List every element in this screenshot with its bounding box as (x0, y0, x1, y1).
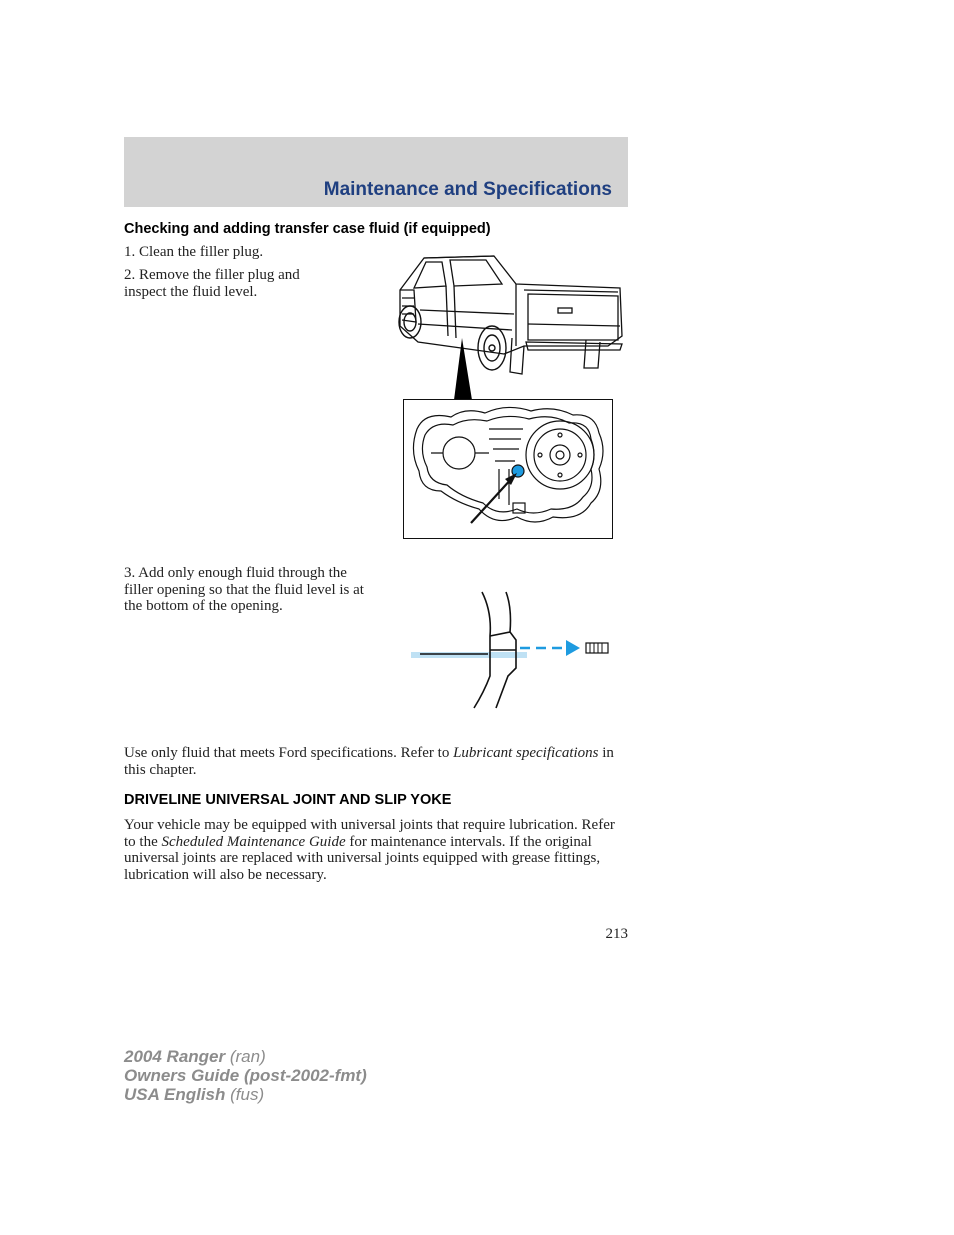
driveline-text: Your vehicle may be equipped with universal joints that require lubrication. Refer to the (124, 817, 615, 850)
transfer-case-detail (403, 399, 613, 539)
footer-language-code: (fus) (225, 1085, 265, 1104)
fluid-note (124, 745, 614, 778)
driveline-reference: Scheduled Maintenance Guide (161, 833, 346, 850)
header-band (124, 137, 628, 207)
page-number: 213 (605, 926, 628, 942)
page-title: Maintenance and Specifications (323, 179, 612, 200)
footer-language: USA English (124, 1085, 226, 1104)
fluid-level-illustration (408, 588, 610, 712)
footer-line-2: Owners Guide (post-2002-fmt) (124, 1066, 367, 1085)
footer-line-3 (124, 1085, 367, 1104)
step-1: 1. Clean the filler plug. (124, 244, 264, 260)
footer-line-1 (124, 1047, 367, 1066)
driveline-text-end: for maintenance intervals. If the original universal joints are replaced with universal joints equipped with grease fittings, lubrication will also be necessary. (124, 833, 601, 883)
fluid-note-text: Use only fluid that meets Ford specifications. Refer to (124, 745, 454, 761)
section-heading-transfer-case: Checking and adding transfer case fluid (if equipped) (124, 221, 491, 237)
driveline-paragraph (124, 817, 619, 883)
footer-model-code: (ran) (225, 1047, 266, 1066)
footer-info (124, 1047, 367, 1104)
step-2: 2. Remove the filler plug and inspect the fluid level. (124, 267, 300, 300)
fluid-note-reference: Lubricant specifications (453, 745, 599, 761)
step-3: 3. Add only enough fluid through the filler opening so that the fluid level is at the bottom of the opening. (124, 565, 364, 614)
footer-model: 2004 Ranger (124, 1047, 226, 1066)
fluid-note-text-end: in this chapter. (124, 745, 614, 778)
section-heading-driveline: DRIVELINE UNIVERSAL JOINT AND SLIP YOKE (124, 792, 452, 808)
truck-illustration (394, 250, 628, 400)
